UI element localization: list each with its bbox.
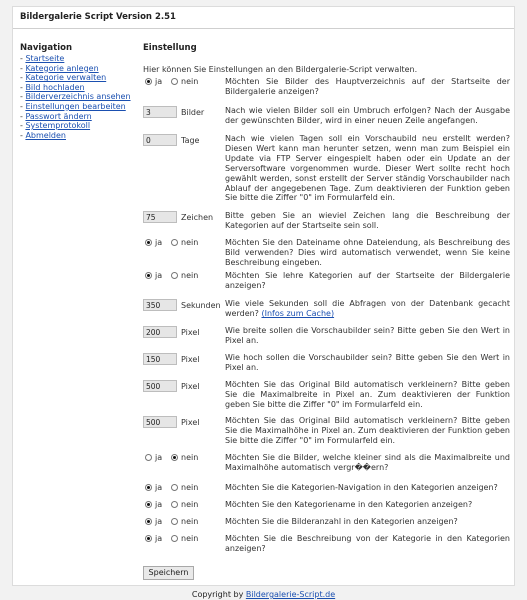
nav-item-systemprotokoll: - Systemprotokoll xyxy=(20,121,91,131)
radio-ja[interactable] xyxy=(145,501,152,508)
setting-control xyxy=(143,238,225,251)
radio-ja[interactable] xyxy=(145,454,152,461)
radio-nein[interactable] xyxy=(171,501,178,508)
nav-link-startseite[interactable]: Startseite xyxy=(25,54,65,63)
setting-control xyxy=(143,77,225,90)
setting-description-text: Möchten Sie Bilder des Hauptverzeichnis auf der Startseite der Bildergalerie anzeigen? xyxy=(225,77,510,96)
setting-control xyxy=(143,299,225,312)
radio-nein-label: nein xyxy=(181,500,199,509)
setting-control xyxy=(143,416,225,429)
setting-description xyxy=(225,453,510,473)
radio-nein-label: nein xyxy=(181,517,199,526)
radio-nein[interactable] xyxy=(171,239,178,246)
nav-link-kategorie-anlegen[interactable]: Kategorie anlegen xyxy=(25,63,99,73)
setting-control xyxy=(143,534,225,547)
setting-unit: Zeichen xyxy=(181,213,214,222)
navigation xyxy=(20,43,140,140)
radio-nein-label: nein xyxy=(181,77,199,86)
radio-ja[interactable] xyxy=(145,239,152,246)
setting-input[interactable]: 3 xyxy=(143,106,177,118)
setting-description xyxy=(225,483,510,493)
page-title: Bildergalerie Script Version 2.51 xyxy=(20,12,176,22)
setting-unit: Sekunden xyxy=(181,301,221,310)
radio-ja-label: ja xyxy=(155,77,163,86)
radio-nein[interactable] xyxy=(171,78,178,85)
setting-unit: Pixel xyxy=(181,382,200,391)
setting-description xyxy=(225,271,510,291)
radio-nein-label: nein xyxy=(181,238,199,247)
nav-item-bilderverzeichnis: - Bilderverzeichnis ansehen xyxy=(20,92,131,102)
setting-description-text: Möchten Sie die Bilderanzahl in den Kategorien anzeigen? xyxy=(225,517,458,526)
radio-ja-label: ja xyxy=(155,534,163,543)
radio-nein[interactable] xyxy=(171,454,178,461)
setting-unit: Tage xyxy=(181,136,200,145)
setting-description-text: Nach wie vielen Tagen soll ein Vorschaubild neu erstellt werden? Diesen Wert kann man herunter setzen, wenn man zum Beispiel ein Update via FTP Server eingespielt haben oder ein Update an der Serversoftware vorgenommen wurde. Dieser Wert sollte recht hoch gewählt werden, sonst erstellt der Server ständig Vorschaubilder nach Ablauf der angegebenen Tage. Zum deaktivieren der Funktion geben Sie bitte die Ziffer "0" im Formularfeld ein. xyxy=(225,134,510,203)
radio-nein-label: nein xyxy=(181,534,199,543)
setting-input[interactable]: 150 xyxy=(143,353,177,365)
setting-description-text: Möchten Sie den Kategoriename in den Kategorien anzeigen? xyxy=(225,500,473,509)
nav-item-kategorie-verwalten: - Kategorie verwalten xyxy=(20,73,107,83)
setting-input[interactable]: 500 xyxy=(143,416,177,428)
setting-unit: Pixel xyxy=(181,328,200,337)
footer-copyright: Copyright by xyxy=(191,590,244,599)
radio-nein[interactable] xyxy=(171,272,178,279)
setting-description-text: Bitte geben Sie an wieviel Zeichen lang die Beschreibung der Kategorien auf der Startseite sein soll. xyxy=(225,211,510,230)
setting-description-text: Möchten Sie das Original Bild automatisch verkleinern? Bitte geben Sie die Maximalhöhe in Pixel an. Zum deaktivieren der Funktion geben Sie bitte die Ziffer "0" im Formularfeld ein. xyxy=(225,416,510,445)
cache-info-link[interactable]: (Infos zum Cache) xyxy=(261,308,335,318)
settings-title: Einstellung xyxy=(143,43,197,53)
nav-link-kategorie-verwalten[interactable]: Kategorie verwalten xyxy=(25,73,107,83)
setting-description xyxy=(225,326,510,346)
settings-panel xyxy=(143,43,510,577)
nav-link-abmelden[interactable]: Abmelden xyxy=(25,130,66,140)
nav-link-einstellungen[interactable]: Einstellungen bearbeiten xyxy=(25,101,126,111)
setting-description-text: Möchten Sie die Kategorien-Navigation in den Kategorien anzeigen? xyxy=(225,483,498,492)
radio-nein-label: nein xyxy=(181,271,199,280)
settings-intro: Hier können Sie Einstellungen an den Bildergalerie-Script verwalten. xyxy=(143,65,418,74)
setting-description xyxy=(225,299,510,319)
setting-input[interactable]: 0 xyxy=(143,134,177,146)
setting-description-text: Nach wie vielen Bilder soll ein Umbruch erfolgen? Nach der Ausgabe der gewünschten Bilder, wird in einer neuen Zeile angefangen. xyxy=(225,106,510,125)
nav-link-systemprotokoll[interactable]: Systemprotokoll xyxy=(25,121,91,131)
nav-item-kategorie-anlegen: - Kategorie anlegen xyxy=(20,63,99,73)
setting-description-text: Möchten Sie die Bilder, welche kleiner sind als die Maximalbreite und Maximalhöhe automatisch vergr��ern? xyxy=(225,453,510,472)
radio-ja[interactable] xyxy=(145,484,152,491)
radio-nein-label: nein xyxy=(181,453,199,462)
page-frame xyxy=(12,6,515,586)
setting-unit: Bilder xyxy=(181,108,205,117)
nav-item-abmelden: - Abmelden xyxy=(20,130,66,140)
setting-description-text: Wie breite sollen die Vorschaubilder sein? Bitte geben Sie den Wert in Pixel an. xyxy=(225,326,510,345)
setting-description xyxy=(225,353,510,373)
setting-description xyxy=(225,211,510,231)
setting-input[interactable]: 200 xyxy=(143,326,177,338)
radio-ja-label: ja xyxy=(155,483,163,492)
radio-ja-label: ja xyxy=(155,453,163,462)
radio-ja[interactable] xyxy=(145,78,152,85)
setting-description-text: Möchten Sie den Dateiname ohne Dateiendung, als Beschreibung des Bild verwenden? Dies wird automatisch verwendet, wenn Sie keine Beschreibung eingeben. xyxy=(225,238,510,267)
nav-link-passwort[interactable]: Passwort ändern xyxy=(25,111,92,121)
setting-description xyxy=(225,416,510,446)
nav-item-einstellungen: - Einstellungen bearbeiten xyxy=(20,101,126,111)
setting-description-text: Möchten Sie die Beschreibung von der Kategorie in den Kategorien anzeigen? xyxy=(225,534,510,553)
setting-description xyxy=(225,77,510,97)
setting-control xyxy=(143,106,225,119)
setting-description xyxy=(225,106,510,126)
setting-input[interactable]: 350 xyxy=(143,299,177,311)
nav-link-bild-hochladen[interactable]: Bild hochladen xyxy=(25,82,85,92)
setting-control xyxy=(143,483,225,496)
nav-item-startseite: - Startseite xyxy=(20,54,65,63)
setting-control xyxy=(143,134,225,147)
nav-item-bild-hochladen: - Bild hochladen xyxy=(20,82,85,92)
setting-description-text: Wie viele Sekunden soll die Abfragen von der Datenbank gecacht werden? xyxy=(225,299,510,318)
save-button[interactable]: Speichern xyxy=(143,566,194,580)
setting-control xyxy=(143,517,225,530)
radio-nein-label: nein xyxy=(181,483,199,492)
radio-ja[interactable] xyxy=(145,272,152,279)
setting-unit: Pixel xyxy=(181,418,200,427)
setting-description-text: Möchten Sie lehre Kategorien auf der Startseite der Bildergalerie anzeigen? xyxy=(225,271,510,290)
setting-control xyxy=(143,380,225,393)
nav-item-passwort: - Passwort ändern xyxy=(20,111,92,121)
setting-control xyxy=(143,211,225,224)
setting-input[interactable]: 500 xyxy=(143,380,177,392)
setting-description xyxy=(225,500,510,510)
setting-description-text: Wie hoch sollen die Vorschaubilder sein? Bitte geben Sie den Wert in Pixel an. xyxy=(225,353,510,372)
setting-description xyxy=(225,380,510,410)
radio-nein[interactable] xyxy=(171,518,178,525)
setting-control xyxy=(143,353,225,366)
radio-ja-label: ja xyxy=(155,271,163,280)
setting-description xyxy=(225,134,510,203)
setting-description xyxy=(225,534,510,554)
footer xyxy=(0,590,527,599)
setting-description-text: Möchten Sie das Original Bild automatisch verkleinern? Bitte geben Sie die Maximalbreite in Pixel an. Zum deaktivieren der Funktion geben Sie bitte die Ziffer "0" im Formularfeld ein. xyxy=(225,380,510,409)
setting-control xyxy=(143,326,225,339)
radio-ja-label: ja xyxy=(155,500,163,509)
setting-input[interactable]: 75 xyxy=(143,211,177,223)
radio-nein[interactable] xyxy=(171,484,178,491)
radio-nein[interactable] xyxy=(171,535,178,542)
setting-control xyxy=(143,453,225,466)
setting-description xyxy=(225,517,510,527)
setting-control xyxy=(143,500,225,513)
radio-ja-label: ja xyxy=(155,517,163,526)
nav-link-bilderverzeichnis[interactable]: Bilderverzeichnis ansehen xyxy=(25,92,131,102)
setting-description xyxy=(225,238,510,268)
footer-link[interactable]: Bildergalerie-Script.de xyxy=(245,590,336,599)
radio-ja[interactable] xyxy=(145,518,152,525)
setting-unit: Pixel xyxy=(181,355,200,364)
setting-control xyxy=(143,271,225,284)
page-header xyxy=(13,7,514,29)
navigation-title: Navigation xyxy=(20,43,72,53)
radio-ja-label: ja xyxy=(155,238,163,247)
radio-ja[interactable] xyxy=(145,535,152,542)
